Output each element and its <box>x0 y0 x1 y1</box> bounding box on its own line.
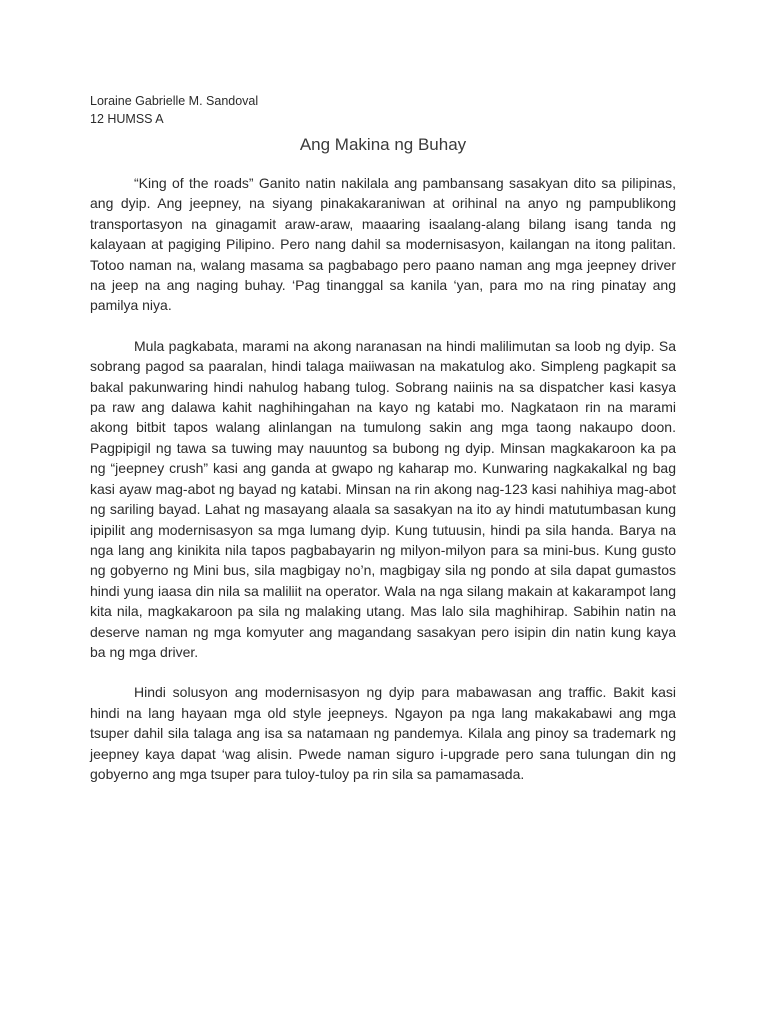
author-name: Loraine Gabrielle M. Sandoval <box>90 94 259 108</box>
class-section: 12 HUMSS A <box>90 112 164 126</box>
paragraph-1: “King of the roads” Ganito natin nakilala ang pambansang sasakyan dito sa pilipinas, ang dyip. Ang jeepney, na siyang pinakakaraniwan at orihinal na anyo ng pampublikong transportasyon na ginagamit araw-araw, maaaring isaalang-alang bilang isang tanda ng kalayaan at pagiging Pilipino. Pero nang dahil sa modernisasyon, kailangan na itong palitan. Totoo naman na, walang masama sa pagbabago pero paano naman ang mga jeepney driver na jeep na ang naging buhay. ‘Pag tinanggal sa kanila ‘yan, para mo na ring pinatay ang pamilya niya. <box>90 175 676 314</box>
paragraph-2: Mula pagkabata, marami na akong naranasan na hindi malilimutan sa loob ng dyip. Sa sobrang pagod sa paaralan, hindi talaga maiiwasan na makatulog ako. Simpleng pagkapit sa bakal pakunwaring hindi nahulog habang tulog. Sobrang naiinis na sa dispatcher kasi kasya pa raw ang dalawa kahit naghihingahan na kayo ng katabi mo. Nagkataon rin na marami akong bitbit tapos walang alinlangan na tumulong sakin ang mga taong nakaupo doon. Pagpipigil ng tawa sa tuwing may nauuntog sa bubong ng dyip. Minsan magkakaroon ka pa ng “jeepney crush” kasi ang ganda at gwapo ng kaharap mo. Kunwaring nagkakalkal ng bag kasi ayaw mag-abot ng bayad ng katabi. Minsan na rin akong nag-123 kasi nahihiya mag-abot ng sariling bayad. Lahat ng masayang alaala sa sasakyan na ito ay hindi matutumbasan kung ipipilit ang modernisasyon sa mga lumang dyip. Kung tutuusin, hindi pa sila handa. Barya na nga lang ang kinikita nila tapos pagbabayarin ng milyon-milyon para sa mini-bus. Kung gusto ng gobyerno ng Mini bus, sila magbigay no’n, magbigay sila ng pondo at sila dapat gumastos hindi yung iaasa din nila sa maliliit na operator. Wala na nga silang makain at kakarampot lang kita nila, magkakaroon pa sila ng malaking utang. Mas lalo sila maghihirap. Sabihin natin na deserve naman ng mga komyuter ang magandang sasakyan pero isipin din natin kung kaya ba ng mga driver. <box>90 337 676 660</box>
document-page <box>90 92 676 804</box>
essay-body <box>90 173 676 784</box>
paragraph-3: Hindi solusyon ang modernisasyon ng dyip para mabawasan ang traffic. Bakit kasi hindi na lang hayaan mga old style jeepneys. Ngayon pa nga lang makakabawi ang mga tsuper dahil sila talaga ang isa sa natamaan ng pandemya. Kilala ang pinoy sa trademark ng jeepney kaya dapat ‘wag alisin. Pwede naman siguro i-upgrade pero sana tulungan din ng gobyerno ang mga tsuper para tuloy-tuloy pa rin sila sa pamamasada. <box>90 684 676 782</box>
essay-title: Ang Makina ng Buhay <box>299 135 467 154</box>
